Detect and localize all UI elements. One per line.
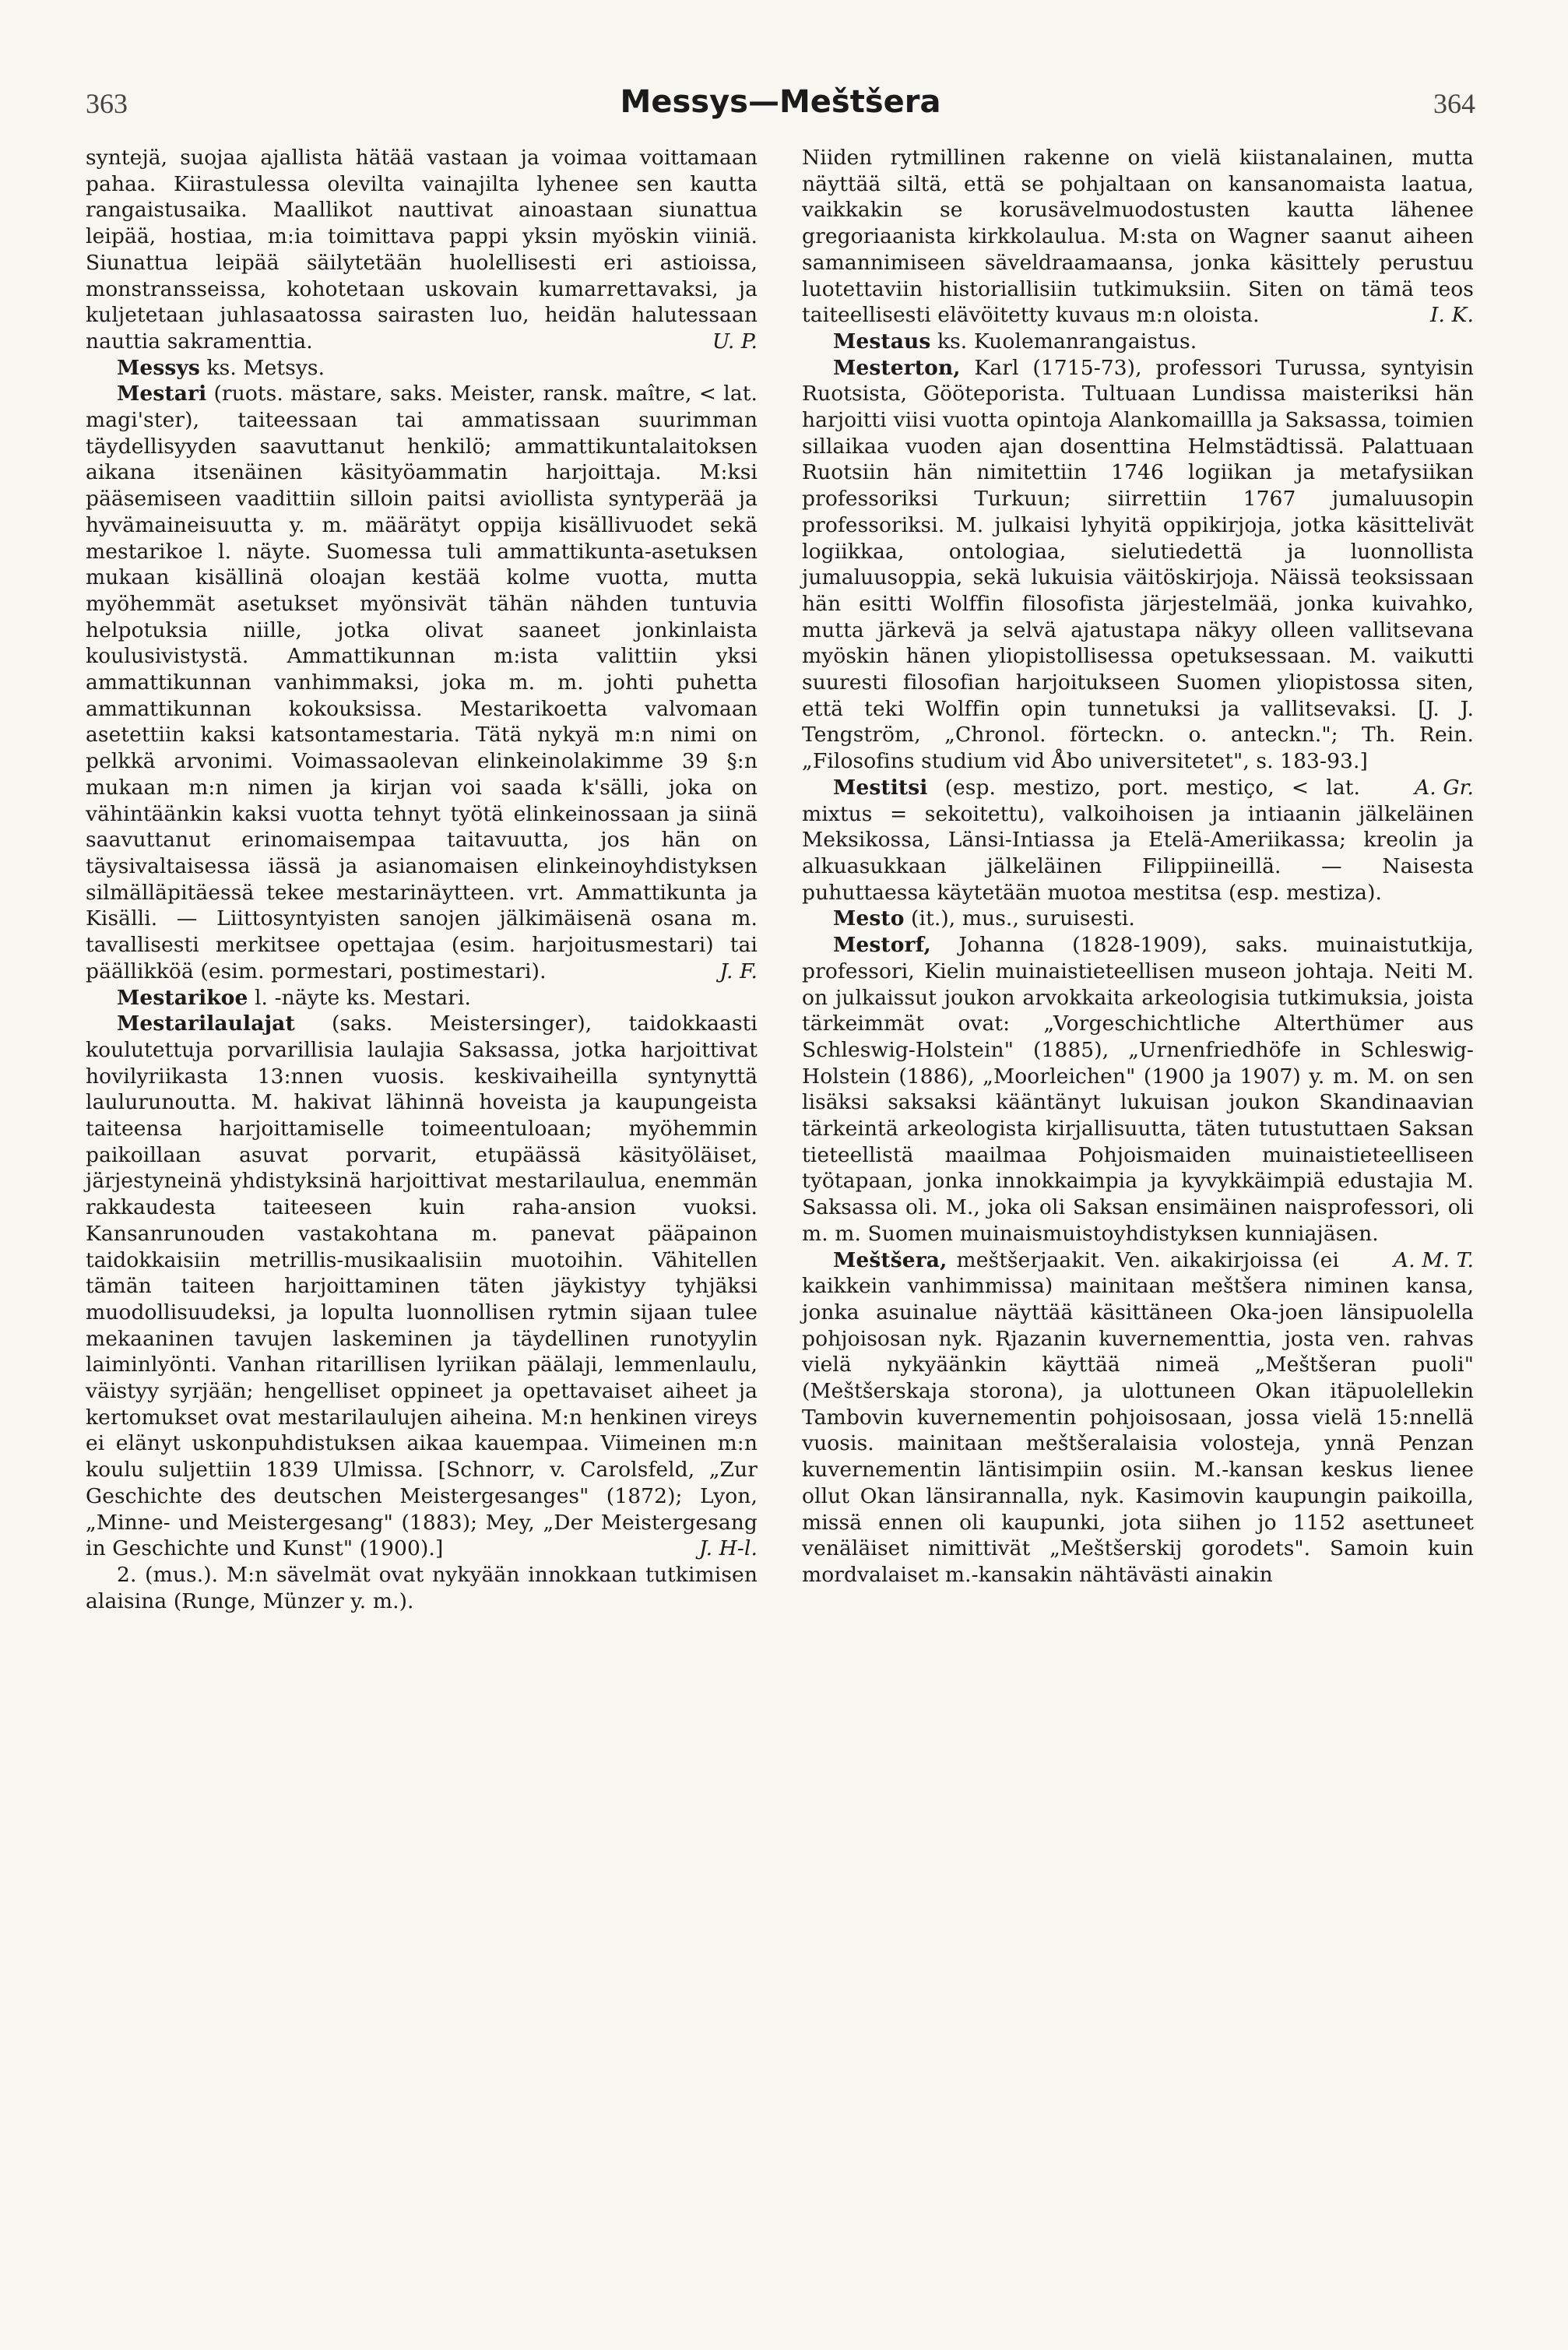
- author-signature: J. F.: [719, 959, 758, 983]
- article-paragraph: [802, 329, 1474, 355]
- headword: Mestarikoe: [117, 985, 248, 1010]
- author-signature: U. P.: [712, 329, 758, 354]
- article-paragraph: [802, 906, 1474, 932]
- article-text: (it.), mus., suruisesti.: [904, 906, 1135, 931]
- article-paragraph: [86, 1011, 758, 1562]
- article-paragraph: [86, 985, 758, 1011]
- author-signature: A. Gr.: [1415, 775, 1474, 800]
- page-header: [86, 84, 1475, 131]
- running-head: Messys—Meštšera: [620, 84, 941, 120]
- article-text: l. -näyte ks. Mestari.: [248, 985, 471, 1010]
- article-paragraph: [86, 145, 758, 355]
- article-text: meštšerjaakit. Ven. aikakirjoissa (ei kaikkein vanhimmissa) mainitaan meštšera niminen kansa, jonka asuinalue näyttää käsittäneen Oka-joen länsipuolella pohjoisosan nyk. Rjazanin kuvernementtia, josta ven. rahvas vielä nykyäänkin käyttää nimeä „Meštšeran puoli" (Meštšerskaja storona), ja ulottuneen Okan itäpuolellekin Tambovin kuvernementin pohjoisosaan, jossa vielä 15:nnellä vuosis. mainitaan meštšeralaisia volosteja, ynnä Penzan kuvernementin läntisimpiin osiin. M.-kansan keskus lienee ollut Okan länsirannalla, nyk. Kasimovin kaupungin paikoilla, missä ennen oli kaupunki, jota siihen jo 1152 asettuneet venäläiset nimittivät „Meštšerskij gorodets". Samoin kuin mordvalaiset m.-kansakin nähtävästi ainakin: [802, 1247, 1474, 1587]
- article-paragraph: [86, 1562, 758, 1614]
- author-signature: J. H-l.: [698, 1536, 758, 1561]
- article-text: (saks. Meistersinger), taidokkaasti koulutettuja porvarillisia laulajia Saksassa, jotka harjoittivat hovilyriikasta 13:nnen vuosis. keskivaiheilla syntynyttä laulurunoutta. M. hakivat lähinnä hoveista ja kaupungeista taiteensa harjoittamiselle toimeentuloaan; myöhemmin paikoillaan asuvat porvarit, etupäässä käsityöläiset, järjestyneinä yhdistyksinä harjoittivat mestarilaulua, enemmän rakkaudesta taiteeseen kuin raha-ansion vuoksi. Kansanrunouden vastakohtana m. panevat pääpainon taidokkaisiin metrillis-musikaalisiin muotoihin. Vähitellen tämän taiteen harjoittaminen täten jäykistyy tyhjäksi muodollisuudeksi, ja lopulta luonnollisen rytmin sijaan tulee mekaaninen tavujen laskeminen ja täydellinen runotyylin laiminlyönti. Vanhan ritarillisen lyriikan päälaji, lemmenlaulu, väistyy syrjään; hengelliset oppineet ja opettavaiset aiheet ja kertomukset ovat mestarilaulujen aiheina. M:n henkinen vireys ei elänyt uskonpuhdistuksen aikaa kauempaa. Viimeinen m:n koulu suljettiin 1839 Ulmissa. [Schnorr, v. Carolsfeld, „Zur Geschichte des deutschen Meistergesanges" (1872); Lyon, „Minne- und Meistergesang" (1883); Mey, „Der Meistergesang in Geschichte und Kunst" (1900).]: [86, 1011, 758, 1561]
- headword: Meštšera,: [833, 1247, 947, 1272]
- headword: Mesterton,: [833, 355, 961, 380]
- article-text: Karl (1715-73), professori Turussa, syntyisin Ruotsista, Gööteporista. Tultuaan Lundissa maisteriksi hän harjoitti viisi vuotta opintoja Alankomaillla ja Saksassa, toimien sillaikaa vuoden ajan dosenttina Helmstädtissä. Palattuaan Ruotsiin hän nimitettiin 1746 logiikan ja metafysiikan professoriksi Turkuun; siirrettiin 1767 jumaluusopin professoriksi. M. julkaisi lyhyitä oppikirjoja, jotka käsittelivät logiikkaa, ontologiaa, sielutiedettä ja luonnollista jumaluusoppia, sekä lukuisia väitöskirjoja. Näissä teoksissaan hän esitti Wolffin filosofista järjestelmää, jonka kuivahko, mutta järkevä ja selvä ajatustapa näkyy olleen vallitsevana myöskin hänen yliopistollisessa opetuksessaan. M. vaikutti suuresti filosofian harjoitukseen Suomen yliopistossa siten, että teki Wolffin opin tunnetuksi ja vallitsevaksi. [J. J. Tengström, „Chronol. förteckn. o. anteckn."; Th. Rein. „Filosofins studium vid Åbo universitetet", s. 183-93.]: [802, 355, 1474, 774]
- author-signature: I. K.: [1429, 303, 1474, 328]
- article-paragraph: [86, 355, 758, 382]
- article-text: syntejä, suojaa ajallista hätää vastaan ja voimaa voittamaan pahaa. Kiirastulessa olevilta vainajilta lyhenee sen kautta rangaistusaika. Maallikot nauttivat ainoastaan siunattua leipää, hostiaa, m:ia toimittava pappi yksin myöskin viiniä. Siunattua leipää säilytetään huolellisesti eri astioissa, monstransseissa, kohotetaan uskovain kumarrettavaksi, ja kuljetetaan juhlasaatossa sairasten luo, heidän halutessaan nauttia sakramenttia.: [86, 146, 758, 354]
- article-text: ks. Kuolemanrangaistus.: [930, 329, 1197, 354]
- article-paragraph: [802, 1247, 1474, 1588]
- article-text: Niiden rytmillinen rakenne on vielä kiistanalainen, mutta näyttää siltä, että se pohjaltaan on kansanomaista laatua, vaikkakin se korusävelmuodostusten kautta lähenee gregoriaanista kirkkolaulua. M:sta on Wagner saanut aiheen samannimiseen säveldraamaansa, jonka käsittely perustuu luotettaviin historiallisiin tutkimuksiin. Siten on tämä teos taiteellisesti elävöitetty kuvaus m:n oloista.: [802, 146, 1474, 328]
- author-signature: A. M. T.: [1394, 1247, 1474, 1272]
- left-column: [86, 145, 758, 1614]
- article-text: 2. (mus.). M:n sävelmät ovat nykyään innokkaan tutkimisen alaisina (Runge, Münzer y. m.).: [86, 1562, 758, 1613]
- article-text: (ruots. mästare, saks. Meister, ransk. maître, < lat. magi'ster), taiteessaan tai ammatissaan suurimman täydellisyyden saavuttanut henkilö; ammattikuntalaitoksen aikana itsenäinen käsityöammatin harjoittaja. M:ksi pääsemiseen vaadittiin silloin paitsi aviollista syntyperää ja hyvämaineisuutta y. m. määrätyt oppija kisällivuodet sekä mestarikoe l. näyte. Suomessa tuli ammattikunta-asetuksen mukaan kisällinä oloajan kestää kolme vuotta, mutta myöhemmät asetukset myönsivät tähän nähden tuntuvia helpotuksia niille, jotka olivat saaneet jonkinlaista koulusivistystä. Ammattikunnan m:ista valittiin yksi ammattikunnan vanhimmaksi, joka m. m. johti puhetta ammattikunnan kokouksissa. Mestarikoetta valvomaan asetettiin kaksi katsontamestaria. Tätä nykyä m:n nimi on pelkkä arvonimi. Voimassaolevan elinkeinolakimme 39 §:n mukaan m:n nimen ja kirjan voi saada k'sälli, joka on vähintäänkin kaksi vuotta tehnyt työtä elinkeinossaan ja siinä saavuttanut erinomaisempaa taitavuutta, jos hän on täysivaltaisessa iässä ja asianomaisen elinkeinoyhdistyksen silmälläpitäessä tekee mestarinäytteen. vrt. Ammattikunta ja Kisälli. — Liittosyntyisten sanojen jälkimäisenä osana m. tavallisesti merkitsee opettajaa (esim. harjoitusmestari) tai päällikköä (esim. pormestari, postimestari).: [86, 382, 758, 983]
- headword: Mestitsi: [833, 775, 928, 800]
- article-paragraph: [802, 145, 1474, 329]
- headword: Mesto: [833, 906, 905, 931]
- article-paragraph: [86, 381, 758, 984]
- article-text: ks. Metsys.: [199, 355, 325, 380]
- headword: Mestarilaulajat: [117, 1011, 295, 1036]
- right-column: [802, 145, 1474, 1588]
- headword: Messys: [117, 355, 200, 380]
- page-number-left: 363: [86, 88, 128, 119]
- article-text: (esp. mestizo, port. mestiço, < lat. mixtus = sekoitettu), valkoihoisen ja intiaanin jälkeläinen Meksikossa, Länsi-Intiassa ja Etelä-Ameriikassa; kreolin ja alkuasukkaan jälkeläinen Filippiineillä. — Naisesta puhuttaessa käytetään muotoa mestitsa (esp. mestiza).: [802, 775, 1474, 905]
- headword: Mestari: [117, 382, 207, 406]
- page-number-right: 364: [1433, 88, 1475, 119]
- headword: Mestorf,: [833, 933, 931, 958]
- article-text: Johanna (1828-1909), saks. muinaistutkija, professori, Kielin muinaistieteellisen museon johtaja. Neiti M. on julkaissut joukon arvokkaita arkeologisia tutkimuksia, joista tärkeimmät ovat: „Vorgeschichtliche Alterthümer aus Schleswig-Holstein" (1885), „Urnenfriedhöfe in Schleswig-Holstein (1886), „Moorleichen" (1900 ja 1907) y. m. M. on sen lisäksi saksaksi kääntänyt lukuisan joukon Skandinaavian tärkeintä arkeologista kirjallisuutta, täten tutustuttaen Saksan tieteellistä maailmaa Pohjoismaiden muinaistieteelliseen työtapaan, jonka innokkaimpia ja kyvykkäimpiä edustajia M. Saksassa oli. M., joka oli Saksan ensimäinen naisprofessori, oli m. m. Suomen muinaismuistoyhdistyksen kunniajäsen.: [802, 933, 1474, 1246]
- headword: Mestaus: [833, 329, 931, 354]
